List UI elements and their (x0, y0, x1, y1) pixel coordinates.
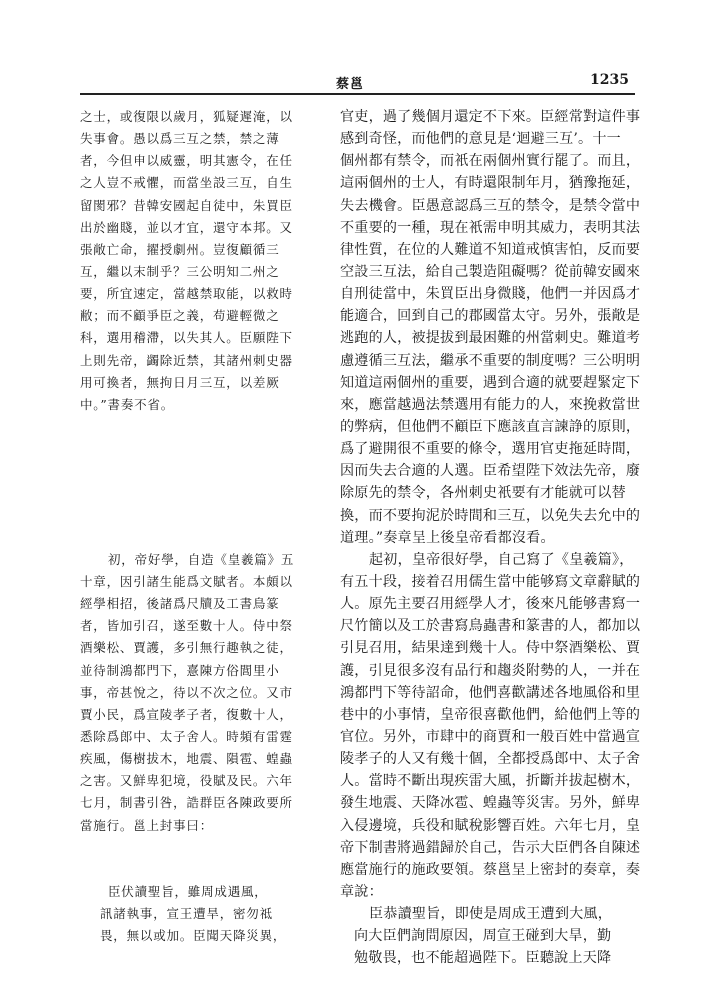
text-line: 人。當時不斷出現疾雷大風，折斷并拔起樹木， (340, 773, 640, 790)
text-line (80, 416, 315, 438)
text-line: 十章，因引諸生能爲文賦者。本頗以 (80, 573, 293, 589)
text-line: 經學相招，後諸爲尺牘及工書鳥篆 (80, 596, 280, 612)
text-line: 向大臣們詢問原因，周宣王碰到大旱，勤 (354, 928, 612, 945)
text-line: 悉除爲郎中、太子舍人。時頻有雷霆 (80, 728, 293, 744)
text-line: 慮遵循三互法，繼承不重要的制度嗎？三公明明 (340, 352, 640, 369)
text-line: 因而失去合適的人選。臣希望陛下效法先帝，廢 (340, 463, 640, 480)
text-line: 尺竹簡以及工於書寫鳥蟲書和篆書的人，都加以 (340, 618, 640, 635)
text-line: 有五十段，接着召用儒生當中能够寫文章辭賦的 (340, 573, 640, 590)
text-line: 入侵邊境，兵役和賦稅影響百姓。六年七月，皇 (340, 817, 640, 834)
text-line (80, 859, 315, 881)
text-line: 畏，無以或加。臣聞天降災異， (100, 928, 287, 944)
text-line: 應當施行的施政要領。蔡邕呈上密封的奏章，奏 (340, 861, 640, 878)
text-line: 之害。又鮮卑犯境，役賦及民。六年 (80, 773, 293, 789)
text-line: 出於幽賤，並以才宜，還守本邦。又 (80, 219, 293, 235)
text-line: 中。”書奏不省。 (80, 396, 175, 412)
page-number: 1235 (590, 72, 629, 88)
text-line: 訊諸執事，宣王遭旱，密勿祗 (100, 906, 273, 922)
text-line: 換，而不要拘泥於時間和三互，以免失去允中的 (340, 507, 640, 524)
text-line: 賈小民，爲宣陵孝子者，復數十人， (80, 706, 293, 722)
text-line: 自刑徒當中，朱買臣出身微賤，他們一并因爲才 (340, 286, 640, 303)
text-line: 互，繼以末制乎？三公明知二州之 (80, 263, 280, 279)
translation-column (340, 106, 640, 969)
text-line: 的弊病，但他們不顧臣下應該直言諫諍的原則， (340, 418, 640, 435)
text-line: 人。原先主要召用經學人才，後來凡能够書寫一 (340, 596, 640, 613)
text-line: 者，今但申以威靈，明其憲令，在任 (80, 153, 293, 169)
text-line: 科，選用稽滯，以失其人。臣願陛下 (80, 330, 293, 346)
text-line: 失事會。愚以爲三互之禁，禁之薄 (80, 131, 280, 147)
text-line: 護，引見很多沒有品行和趨炎附勢的人，一并在 (340, 662, 640, 679)
text-line: 張敞亡命，擢授劇州。豈復顧循三 (80, 241, 280, 257)
header-rule (80, 93, 635, 95)
text-line (80, 505, 315, 527)
running-head: 蔡邕 (336, 77, 365, 92)
text-line: 起初，皇帝很好學，自己寫了《皇羲篇》， (369, 551, 634, 568)
text-line: 官位。另外，市肆中的商賈和一般百姓中當過宣 (340, 728, 640, 745)
text-line: 個州都有禁令，而衹在兩個州實行罷了。而且， (340, 153, 640, 170)
text-line (80, 527, 315, 549)
text-line (80, 482, 315, 504)
text-line: 當施行。邕上封事曰： (80, 817, 214, 833)
text-line (80, 438, 315, 460)
text-line: 爲了避開很不重要的條令，選用官吏拖延時間， (340, 441, 640, 458)
text-line: 知道這兩個州的重要，遇到合適的就要趕緊定下 (340, 374, 640, 391)
text-line: 不重要的一種，現在衹需申明其威力，表明其法 (340, 219, 640, 236)
text-line: 敝；而不顧爭臣之義，苟避輕微之 (80, 308, 280, 324)
text-line: 空設三互法，給自己製造阻礙嗎？從前韓安國來 (340, 263, 640, 280)
text-line: 初，帝好學，自造《皇羲篇》五 (108, 551, 295, 567)
text-line: 事，帝甚悅之，待以不次之位。又市 (80, 684, 293, 700)
text-line (80, 460, 315, 482)
text-line: 律性質，在位的人難道不知道戒慎害怕，反而要 (340, 241, 640, 258)
text-line: 酒樂松、賈護，多引無行趣執之徒， (80, 640, 293, 656)
classical-text-column (80, 106, 315, 947)
text-line: 用可換者，無拘日月三互，以差厥 (80, 374, 280, 390)
text-line (80, 837, 315, 859)
text-line: 官吏，過了幾個月還定不下來。臣經常對這件事 (340, 109, 640, 125)
text-line: 道理。”奏章呈上後皇帝看都沒看。 (340, 529, 555, 546)
text-line: 留閡邪？昔韓安國起自徒中，朱買臣 (80, 197, 293, 213)
text-line: 帝下制書將過錯歸於自己，告示大臣們各自陳述 (340, 839, 640, 856)
text-line: 逃跑的人，被提拔到最困難的州當刺史。難道考 (340, 330, 640, 347)
text-line: 勉敬畏，也不能超過陛下。臣聽說上天降 (354, 950, 612, 967)
text-line: 引見召用，結果達到幾十人。侍中祭酒樂松、賈 (340, 640, 640, 657)
text-line: 並待制鴻都門下，憙陳方俗閭里小 (80, 662, 280, 678)
text-line: 上則先帝，蠲除近禁，其諸州刺史器 (80, 352, 293, 368)
text-line: 之士，或復限以歲月，狐疑遲淹，以 (80, 109, 293, 124)
text-line: 失去機會。臣愚意認爲三互的禁令，是禁令當中 (340, 197, 640, 214)
text-line: 這兩個州的士人，有時還限制年月，猶豫拖延， (340, 175, 640, 192)
text-line: 疾風，傷樹拔木，地震、隕雹、蝗蟲 (80, 751, 293, 767)
text-line: 除原先的禁令，各州刺史衹要有才能就可以替 (340, 485, 626, 502)
text-line: 七月，制書引咎，誥群臣各陳政要所 (80, 795, 293, 811)
text-line: 章說： (340, 883, 383, 900)
text-line: 要，所宜速定，當越禁取能，以救時 (80, 286, 293, 302)
text-line: 來，應當越過法禁選用有能力的人，來挽救當世 (340, 396, 640, 413)
text-line: 鴻都門下等待詔命，他們喜歡講述各地風俗和里 (340, 684, 640, 701)
text-line: 感到奇怪，而他們的意見是‘迴避三互’。十一 (340, 131, 621, 148)
text-line: 巷中的小事情，皇帝很喜歡他們，給他們上等的 (340, 706, 640, 723)
text-line: 陵孝子的人又有幾十個，全都授爲郎中、太子舍 (340, 751, 640, 768)
text-line: 臣伏讀聖旨，雖周成遇風， (108, 883, 268, 899)
text-line: 者，皆加引召，遂至數十人。侍中祭 (80, 618, 293, 634)
text-line: 能適合，回到自己的郡國當太守。另外，張敞是 (340, 308, 640, 325)
text-line: 發生地震、天降冰雹、蝗蟲等災害。另外，鮮卑 (340, 795, 640, 812)
text-line: 臣恭讀聖旨，即使是周成王遭到大風， (369, 906, 612, 923)
text-line: 之人豈不戒懼，而當坐設三互，自生 (80, 175, 293, 191)
